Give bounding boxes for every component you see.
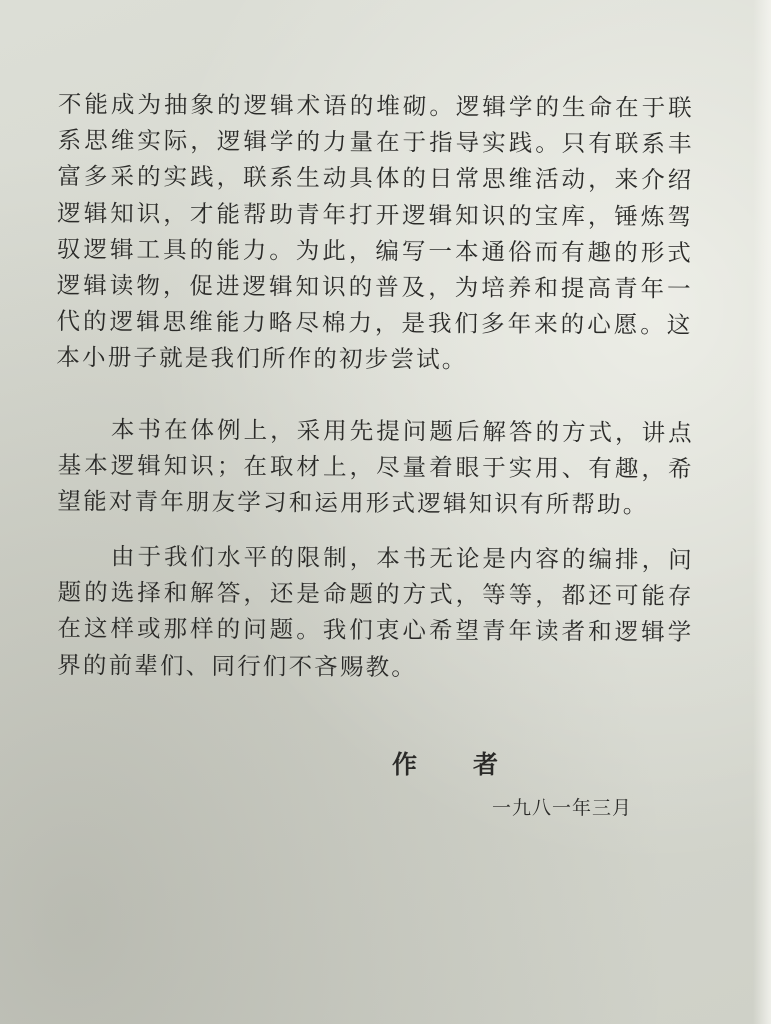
paragraph-2: 本书在体例上，采用先提问题后解答的方式，讲点基本逻辑知识；在取材上，尽量着眼于实用、有趣，希望能对青年朋友学习和运用形式逻辑知识有所帮助。 [57,414,694,520]
paragraph-1: 不能成为抽象的逻辑术语的堆砌。逻辑学的生命在于联系思维实际，逻辑学的力量在于指导实践。只有联系丰富多采的实践，联系生动具体的日常思维活动，来介绍逻辑知识，才能帮助青年打开逻辑知识的宝库，锤炼驾驭逻辑工具的能力。为此，编写一本通俗而有趣的形式逻辑读物，促进逻辑知识的普及，为培养和提高青年一代的逻辑思维能力略尽棉力，是我们多年来的心愿。这本小册子就是我们所作的初步尝试。 [56,89,694,374]
paragraph-3: 由于我们水平的限制，本书无论是内容的编排，问题的选择和解答，还是命题的方式，等等，都还可能存在这样或那样的问题。我们衷心希望青年读者和逻辑学界的前辈们、同行们不吝赐教。 [57,541,694,681]
author-signature: 作 者 [392,750,501,779]
date-line: 一九八一年三月 [492,797,633,819]
